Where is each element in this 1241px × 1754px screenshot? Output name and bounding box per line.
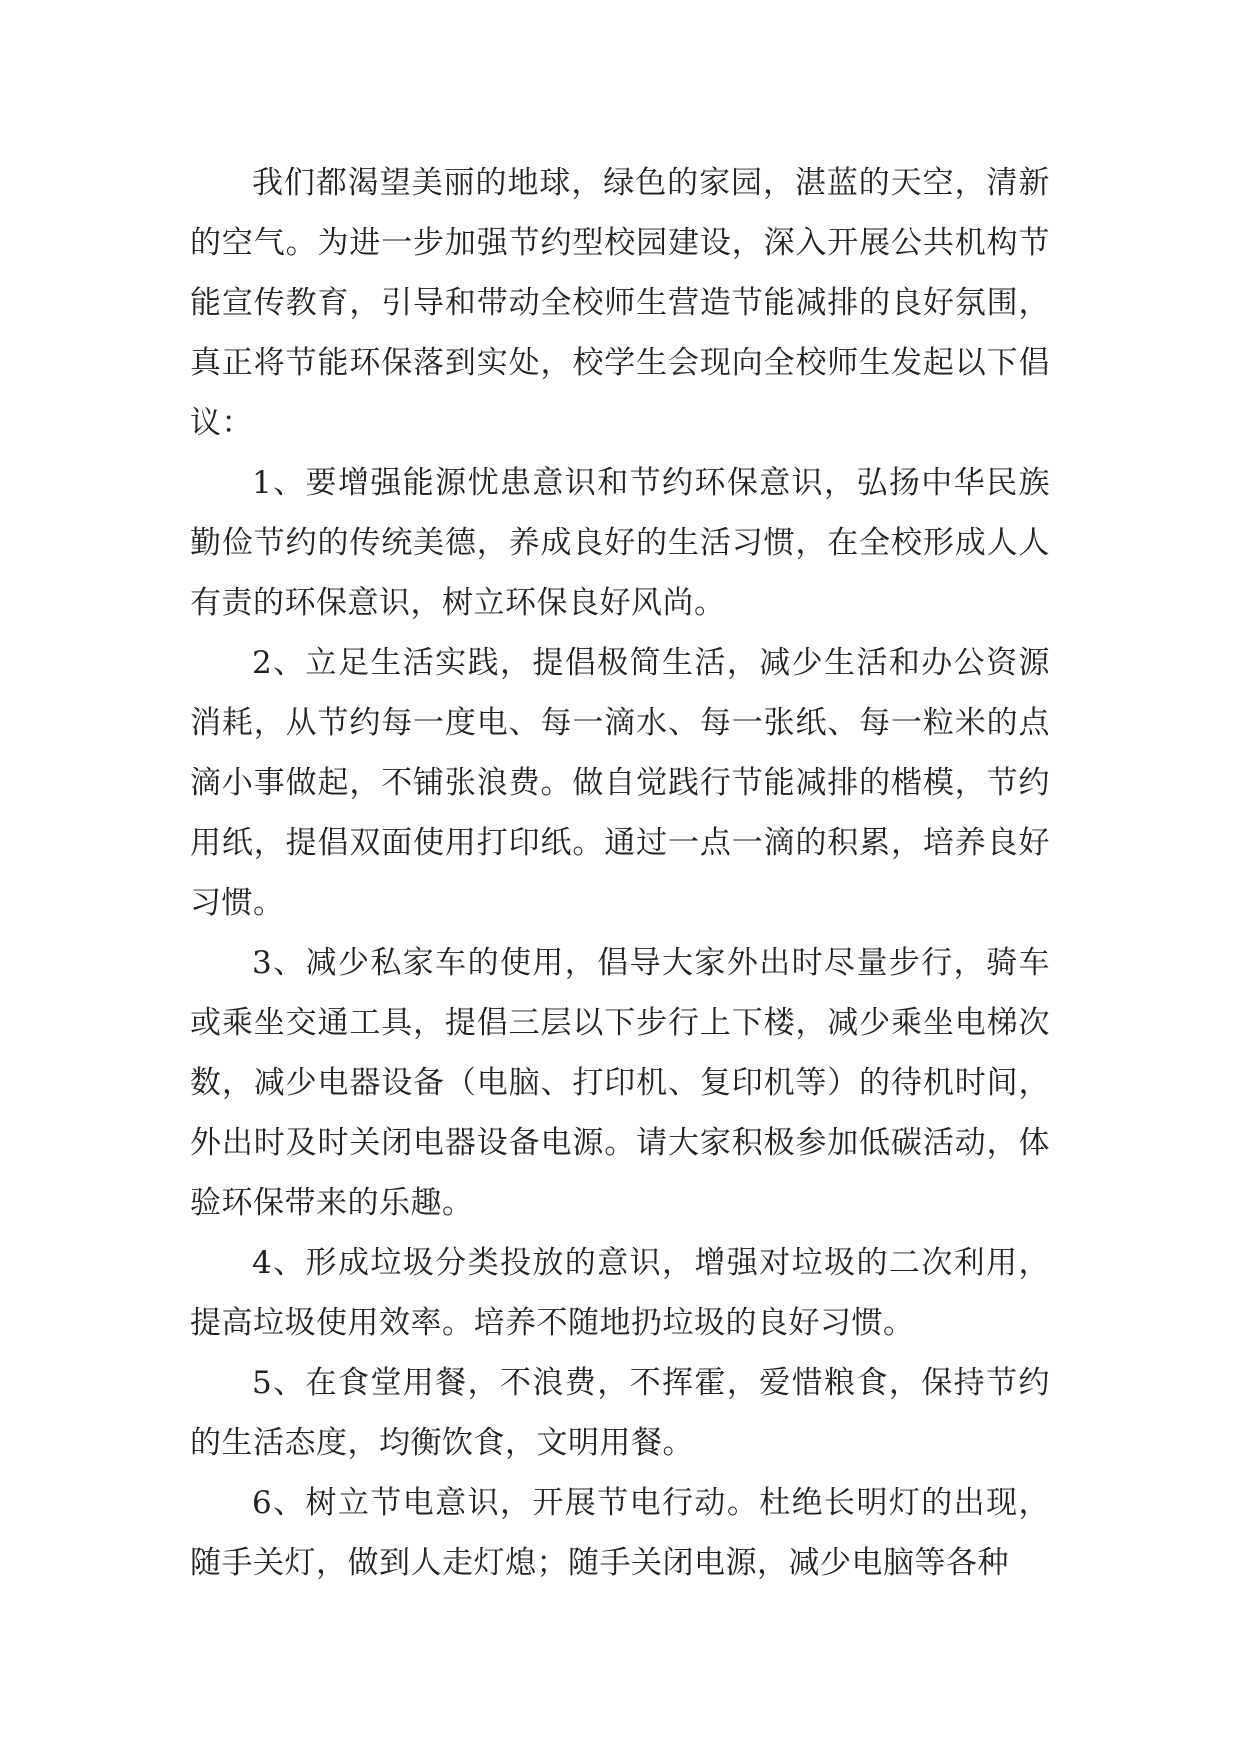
proposal-item-5: 5、在食堂用餐，不浪费，不挥霍，爱惜粮食，保持节约的生活态度，均衡饮食，文明用餐。 xyxy=(190,1365,1050,1461)
proposal-item-6: 6、树立节电意识，开展节电行动。杜绝长明灯的出现，随手关灯，做到人走灯熄；随手关闭电源，减少电脑等各种 xyxy=(190,1485,1050,1581)
proposal-item-1: 1、要增强能源忧患意识和节约环保意识，弘扬中华民族勤俭节约的传统美德，养成良好的生活习惯，在全校形成人人有责的环保意识，树立环保良好风尚。 xyxy=(190,465,1050,621)
proposal-item-2: 2、立足生活实践，提倡极简生活，减少生活和办公资源消耗，从节约每一度电、每一滴水、每一张纸、每一粒米的点滴小事做起，不铺张浪费。做自觉践行节能减排的楷模，节约用纸，提倡双面使用打印纸。通过一点一滴的积累，培养良好习惯。 xyxy=(190,645,1050,921)
proposal-item-3: 3、减少私家车的使用，倡导大家外出时尽量步行，骑车或乘坐交通工具，提倡三层以下步行上下楼，减少乘坐电梯次数，减少电器设备（电脑、打印机、复印机等）的待机时间，外出时及时关闭电器设备电源。请大家积极参加低碳活动，体验环保带来的乐趣。 xyxy=(190,945,1050,1221)
proposal-item-4: 4、形成垃圾分类投放的意识，增强对垃圾的二次利用，提高垃圾使用效率。培养不随地扔垃圾的良好习惯。 xyxy=(190,1245,1050,1341)
intro-paragraph: 我们都渴望美丽的地球，绿色的家园，湛蓝的天空，清新的空气。为进一步加强节约型校园建设，深入开展公共机构节能宣传教育，引导和带动全校师生营造节能减排的良好氛围，真正将节能环保落到实处，校学生会现向全校师生发起以下倡议： xyxy=(190,165,1050,441)
document-body xyxy=(190,153,1050,1593)
